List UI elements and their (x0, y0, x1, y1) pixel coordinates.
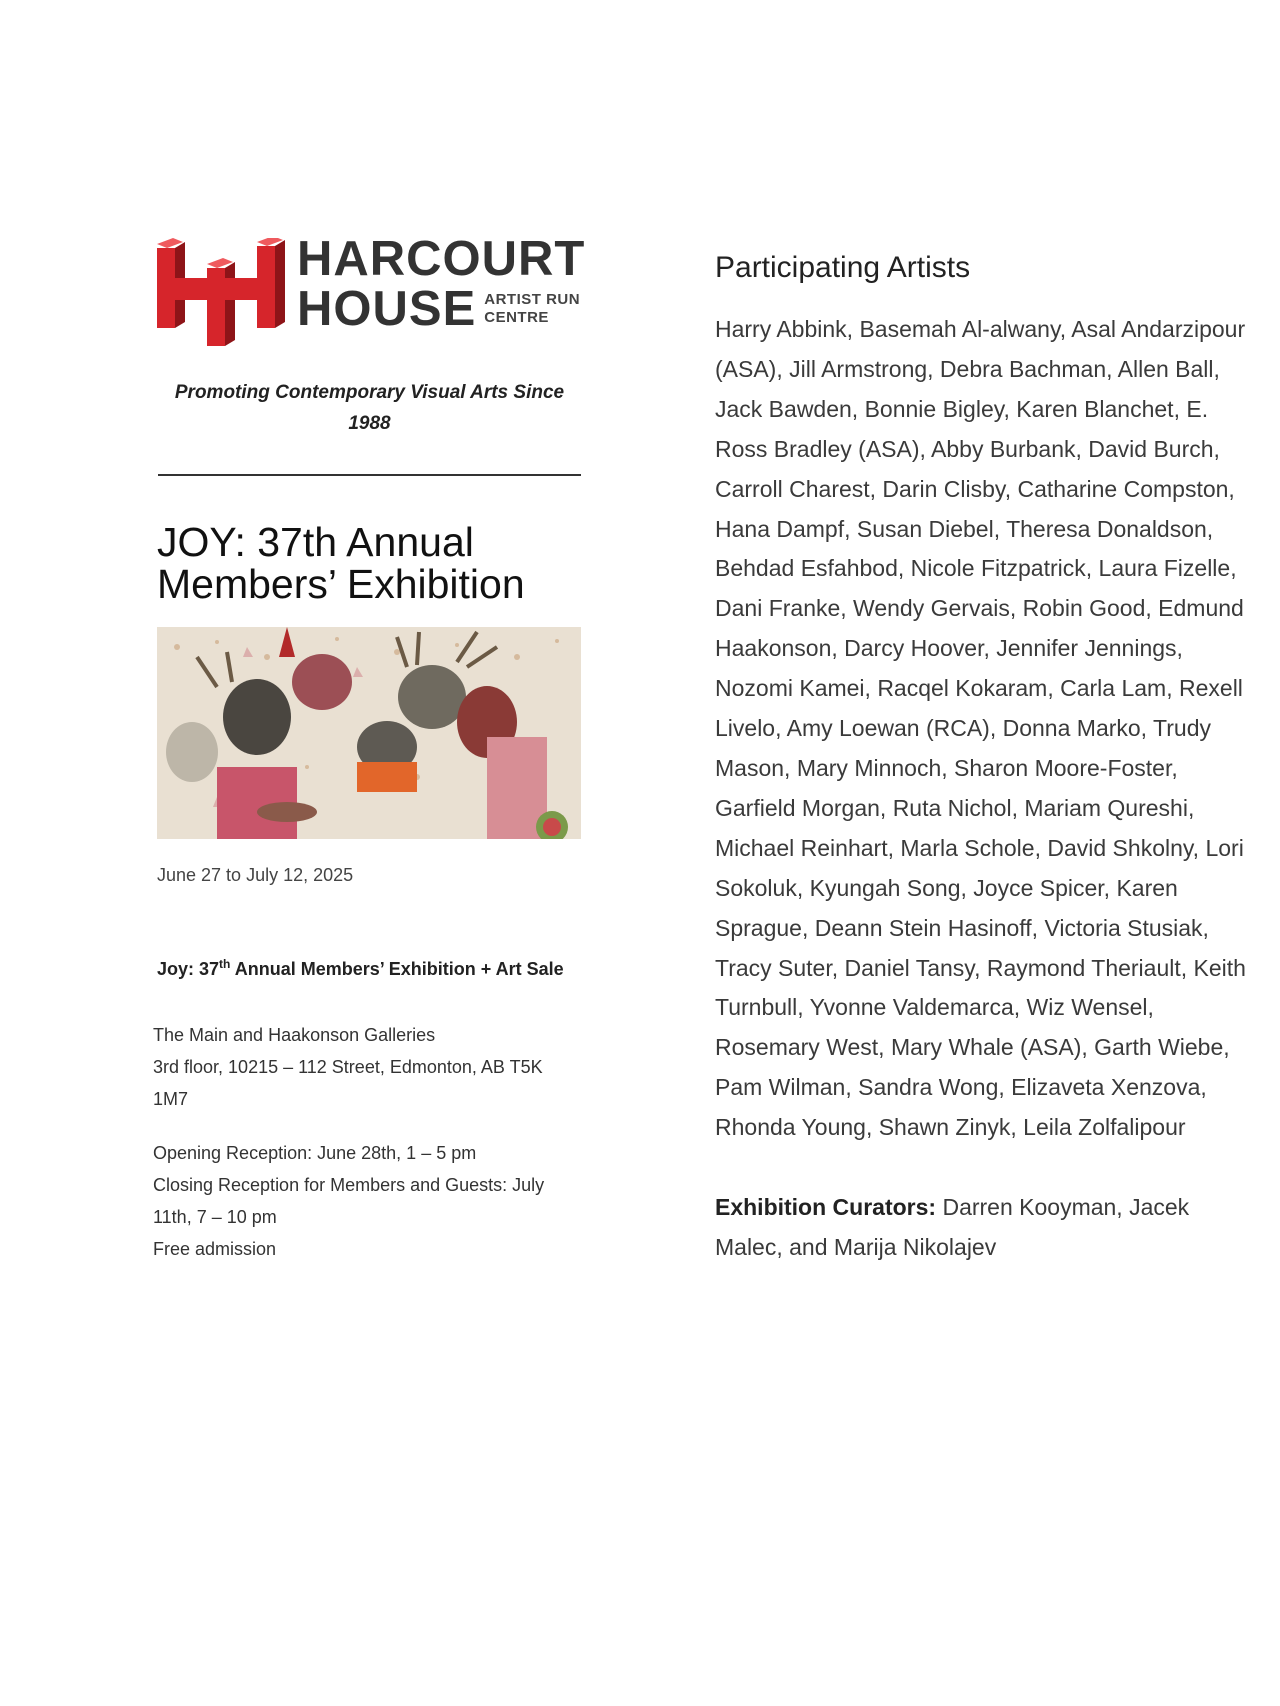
exhibition-subtitle: Joy: 37th Annual Members’ Exhibition + Art Sale (157, 957, 564, 979)
venue-info (153, 1019, 582, 1115)
tagline: Promoting Contemporary Visual Arts Since 1988 (174, 382, 565, 434)
curators (715, 1188, 1260, 1268)
left-column (153, 232, 586, 1265)
painting-image (157, 627, 581, 839)
reception-info (153, 1137, 582, 1265)
opening-reception: Opening Reception: June 28th, 1 – 5 pm (153, 1143, 477, 1163)
artists-list: Harry Abbink, Basemah Al-alwany, Asal Andarzipour (ASA), Jill Armstrong, Debra Bachman, Allen Ball, Jack Bawden, Bonnie Bigley, Karen Blanchet, E. Ross Bradley (ASA), Abby Burbank, David Burch, Carroll Charest, Darin Clisby, Catharine Compston, Hana Dampf, Susan Diebel, Theresa Donaldson, Behdad Esfahbod, Nicole Fitzpatrick, Laura Fizelle, Dani Franke, Wendy Gervais, Robin Good, Edmund Haakonson, Darcy Hoover, Jennifer Jennings, Nozomi Kamei, Racqel Kokaram, Carla Lam, Rexell Livelo, Amy Loewan (RCA), Donna Marko, Trudy Mason, Mary Minnoch, Sharon Moore-Foster, Garfield Morgan, Ruta Nichol, Mariam Qureshi, Michael Reinhart, Marla Schole, David Shkolny, Lori Sokoluk, Kyungah Song, Joyce Spicer, Karen Sprague, Deann Stein Hasinoff, Victoria Stusiak, Tracy Suter, Daniel Tansy, Raymond Theriault, Keith Turnbull, Yvonne Valdemarca, Wiz Wensel, Rosemary West, Mary Whale (ASA), Garth Wiebe, Pam Wilman, Sandra Wong, Elizaveta Xenzova, Rhonda Young, Shawn Zinyk, Leila Zolfalipour (715, 316, 1246, 1141)
venue-name: The Main and Haakonson Galleries (153, 1025, 436, 1045)
right-column (715, 250, 1260, 1268)
exhibition-dates: June 27 to July 12, 2025 (157, 865, 354, 885)
curators-names: Darren Kooyman, Jacek Malec, and Marija Nikolajev (715, 1194, 1190, 1260)
logo-line-harcourt: HARCOURT (297, 232, 586, 286)
logo-subtitle: ARTIST RUN CENTRE (484, 291, 581, 326)
page-title: JOY: 37th Annual Members’ Exhibition (157, 519, 525, 607)
hh-logo-mark-icon (157, 238, 287, 346)
harcourt-house-logo (157, 232, 586, 347)
logo-wordmark (297, 234, 585, 334)
admission-note: Free admission (153, 1239, 277, 1259)
divider (158, 474, 581, 476)
painting-image-icon (157, 627, 581, 839)
closing-reception: Closing Reception for Members and Guests: July 11th, 7 – 10 pm (153, 1175, 545, 1227)
curators-label: Exhibition Curators: (715, 1194, 937, 1221)
participating-artists-heading: Participating Artists (715, 251, 971, 284)
venue-address: 3rd floor, 10215 – 112 Street, Edmonton, AB T5K 1M7 (153, 1057, 543, 1109)
logo-line-house: HOUSE (297, 282, 477, 336)
